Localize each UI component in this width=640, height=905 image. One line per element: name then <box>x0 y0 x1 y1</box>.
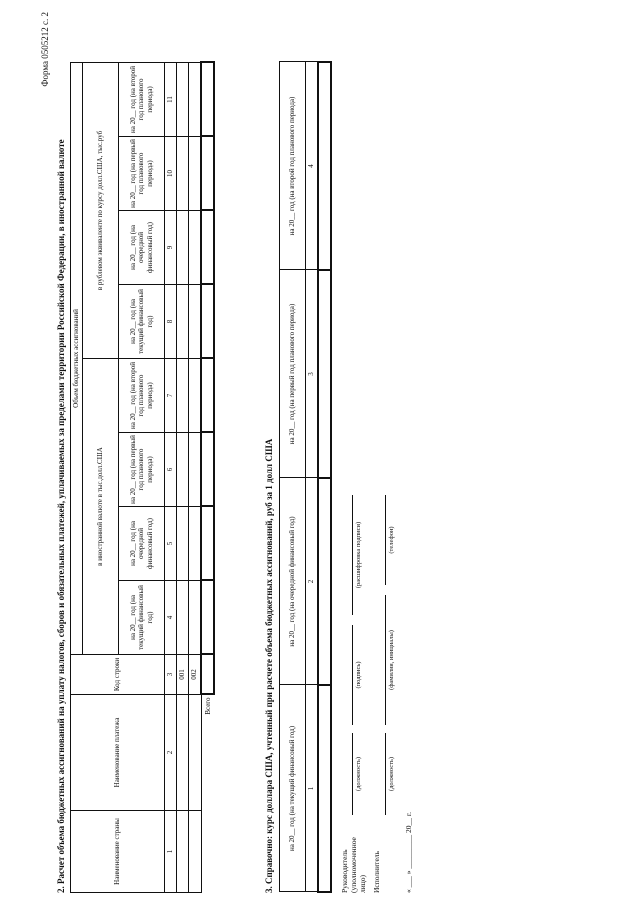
table-row <box>189 62 202 892</box>
cell-value[interactable] <box>177 433 189 507</box>
row-code: 002 <box>189 655 202 695</box>
total-value[interactable] <box>201 507 214 581</box>
header-country: Наименование страны <box>71 811 165 893</box>
column-number: 10 <box>165 137 177 211</box>
cell-value[interactable] <box>177 137 189 211</box>
cell-value[interactable] <box>177 62 189 136</box>
column-number: 1 <box>306 685 319 892</box>
row-code: 001 <box>177 655 189 695</box>
cell-value[interactable] <box>189 285 202 359</box>
header-rub-equivalent: в рублевом эквиваленте по курсу долл.США, тыс.руб <box>83 62 119 358</box>
column-number: 1 <box>165 811 177 893</box>
cell-value[interactable] <box>177 581 189 655</box>
rate-header: на 20__ год (на первый год планового периода) <box>280 270 306 478</box>
header-foreign-currency: в иностранной валюте в тыс.долл.США <box>83 359 119 655</box>
cell-value[interactable] <box>189 359 202 433</box>
rate-value[interactable] <box>318 270 331 478</box>
cell-value[interactable] <box>189 433 202 507</box>
column-number: 7 <box>165 359 177 433</box>
header-code: Код строки <box>71 655 165 695</box>
cell-value[interactable] <box>189 211 202 285</box>
executor-position-caption: (должность) <box>388 756 395 792</box>
total-code <box>201 655 214 695</box>
rate-value[interactable] <box>318 685 331 892</box>
form-label: Форма 0505212 с. 2 <box>40 12 50 87</box>
cell-value[interactable] <box>189 62 202 136</box>
total-value[interactable] <box>201 62 214 136</box>
cell-value[interactable] <box>177 359 189 433</box>
total-row <box>201 62 214 892</box>
head-decoding-line[interactable] <box>352 495 353 615</box>
date-field[interactable]: « ___ » _________ 20__ г. <box>404 812 413 893</box>
section2-title: 2. Расчет объема бюджетных ассигнований на уплату налогов, сборов и обязательных платежей, уплачиваемых за пределами территории Российской Федерации, в иностранной валюте <box>56 139 66 893</box>
cell-value[interactable] <box>189 507 202 581</box>
head-label: Руководитель (уполномоченное лицо) <box>340 837 367 893</box>
column-number: 3 <box>306 270 319 478</box>
header-payment: Наименование платежа <box>71 695 165 811</box>
cell-value[interactable] <box>177 507 189 581</box>
total-label: Всего <box>201 695 214 893</box>
executor-label: Исполнитель <box>372 851 381 893</box>
table-row <box>318 62 331 892</box>
total-value[interactable] <box>201 581 214 655</box>
cell-value[interactable] <box>189 137 202 211</box>
column-number: 8 <box>165 285 177 359</box>
cell-payment[interactable] <box>177 695 189 811</box>
total-value[interactable] <box>201 285 214 359</box>
column-number: 3 <box>165 655 177 695</box>
total-value[interactable] <box>201 359 214 433</box>
rate-header: на 20__ год (на текущий финансовый год) <box>280 685 306 892</box>
executor-phone-line[interactable] <box>385 495 386 585</box>
header-volume: Объем бюджетных ассигнований <box>71 62 83 654</box>
head-position-caption: (должность) <box>355 756 362 792</box>
header-period: на 20__ год (на второй год планового периода) <box>119 62 165 136</box>
column-number: 5 <box>165 507 177 581</box>
total-value[interactable] <box>201 137 214 211</box>
header-period: на 20__ год (на очередной финансовый год) <box>119 211 165 285</box>
column-number: 9 <box>165 211 177 285</box>
column-number: 6 <box>165 433 177 507</box>
cell-value[interactable] <box>177 211 189 285</box>
header-period: на 20__ год (на текущий финансовый год) <box>119 581 165 655</box>
rate-value[interactable] <box>318 478 331 685</box>
header-period: на 20__ год (на первый год планового периода) <box>119 433 165 507</box>
cell-value[interactable] <box>177 285 189 359</box>
cell-country[interactable] <box>189 811 202 893</box>
head-signature-line[interactable] <box>352 625 353 725</box>
table-row <box>177 62 189 892</box>
executor-name-caption: (фамилия, инициалы) <box>388 630 395 690</box>
column-number: 2 <box>306 478 319 685</box>
head-decoding-caption: (расшифровка подписи) <box>355 521 362 589</box>
column-number: 4 <box>306 62 319 270</box>
section2-table <box>70 61 215 893</box>
header-period: на 20__ год (на второй год планового периода) <box>119 359 165 433</box>
header-period: на 20__ год (на очередной финансовый год) <box>119 507 165 581</box>
total-value[interactable] <box>201 211 214 285</box>
executor-position-line[interactable] <box>385 733 386 815</box>
cell-country[interactable] <box>177 811 189 893</box>
head-signature-caption: (подпись) <box>355 661 362 689</box>
header-period: на 20__ год (на текущий финансовый год) <box>119 285 165 359</box>
rate-header: на 20__ год (на очередной финансовый год) <box>280 478 306 685</box>
header-period: на 20__ год (на первый год планового периода) <box>119 137 165 211</box>
section3-title: 3. Справочно: курс доллара США, учтенный при расчете объема бюджетных ассигнований, руб за 1 долл США <box>264 438 274 893</box>
column-number: 11 <box>165 62 177 136</box>
head-position-line[interactable] <box>352 733 353 815</box>
cell-value[interactable] <box>189 581 202 655</box>
rate-header: на 20__ год (на второй год планового периода) <box>280 62 306 270</box>
cell-payment[interactable] <box>189 695 202 811</box>
executor-phone-caption: (телефон) <box>388 526 395 554</box>
rate-value[interactable] <box>318 62 331 270</box>
column-number: 2 <box>165 695 177 811</box>
executor-name-line[interactable] <box>385 595 386 725</box>
total-value[interactable] <box>201 433 214 507</box>
section3-table <box>279 61 332 893</box>
column-number: 4 <box>165 581 177 655</box>
